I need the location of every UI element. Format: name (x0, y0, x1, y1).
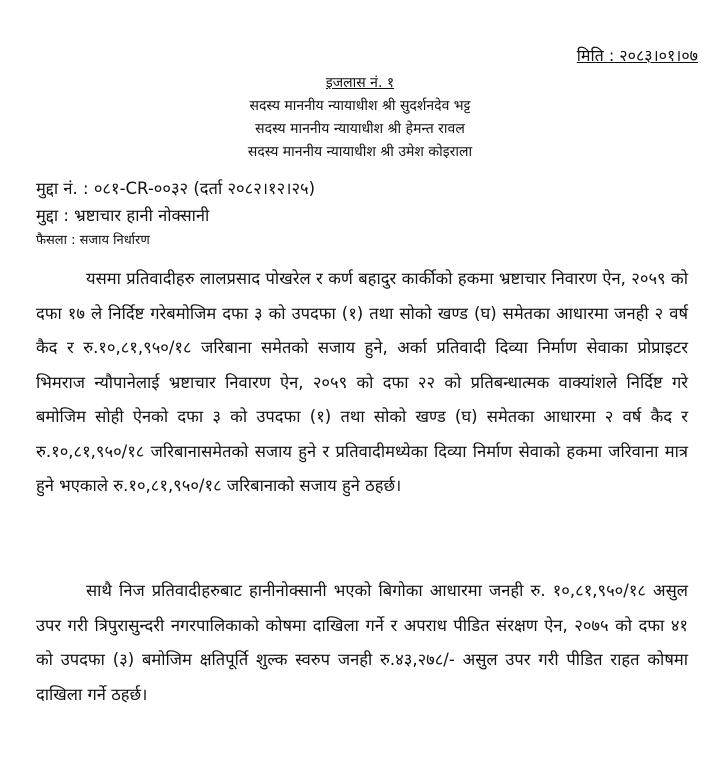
judge-name: सदस्य माननीय न्यायाधीश श्री उमेश कोइराला (247, 144, 473, 160)
bench-number: इजलास नं. १ (325, 75, 395, 91)
bench-block (0, 72, 720, 164)
decision-type: फैसला : सजाय निर्धारण (36, 233, 150, 248)
judge-name: सदस्य माननीय न्यायाधीश श्री हेमन्त रावल (255, 121, 465, 137)
verdict-paragraph: यसमा प्रतिवादीहरु लालप्रसाद पोखरेल र कर्ण बहादुर कार्कीको हकमा भ्रष्टाचार निवारण ऐन, २०५९ को दफा १७ ले निर्दिष्ट गरेबमोजिम दफा ३ को उपदफा (१) तथा सोको खण्ड (घ) समेतका आधारमा जनही २ वर्ष कैद र रु.१०,८१,९५०/१८ जरिबाना समेतको सजाय हुने, अर्का प्रतिवादी दिव्या निर्माण सेवाका प्रोप्राइटर भिमराज न्यौपानेलाई भ्रष्टाचार निवारण ऐन, २०५९ को दफा २२ को प्रतिबन्धात्मक वाक्यांशले निर्दिष्ट गरे बमोजिम सोही ऐनको दफा ३ को उपदफा (१) तथा सोको खण्ड (घ) समेतका आधारमा २ वर्ष कैद र रु.१०,८१,९५०/१८ जरिबानासमेतको सजाय हुने र प्रतिवादीमध्येका दिव्या निर्माण सेवाको हकमा जरिवाना मात्र हुने भएकाले रु.१०,८१,९५०/१८ जरिबानाको सजाय हुने ठहर्छ। (36, 269, 688, 495)
verdict-paragraph: साथै निज प्रतिवादीहरुबाट हानीनोक्सानी भएको बिगोका आधारमा जनही रु. १०,८१,९५०/१८ असुल उपर गरी त्रिपुरासुन्दरी नगरपालिकाको कोषमा दाखिला गर्ने र अपराध पीडित संरक्षण ऐन, २०७५ को दफा ४१ को उपदफा (३) बमोजिम क्षतिपूर्ति शुल्क स्वरुप जनही रु.४३,२७८/- असुल उपर गरी पीडित राहत कोषमा दाखिला गर्ने ठहर्छ। (36, 581, 688, 704)
order-date: मिति : २०८३।०१।०७ (576, 46, 698, 65)
case-meta (36, 176, 315, 252)
case-subject: मुद्दा : भ्रष्टाचार हानी नोक्सानी (36, 206, 210, 225)
judge-name: सदस्य माननीय न्यायाधीश श्री सुदर्शनदेव भट्ट (249, 98, 471, 114)
case-number: मुद्दा नं. : ०८१-CR-००३२ (दर्ता २०८२।१२।२५) (36, 179, 316, 198)
